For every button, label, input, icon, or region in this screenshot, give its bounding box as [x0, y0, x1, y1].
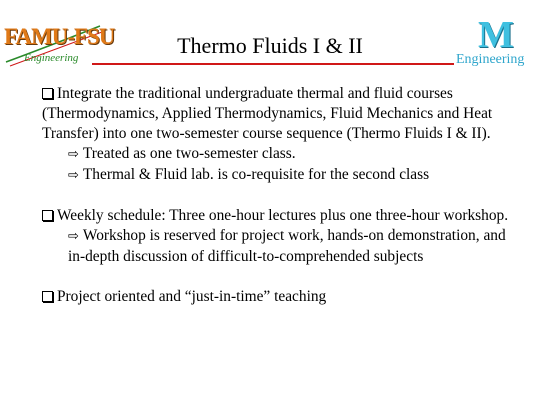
bullet-1-sub-2	[68, 165, 522, 186]
spacer	[42, 267, 522, 287]
logo-left-main: FAMU-FSU	[4, 24, 115, 49]
bullet-1-sub-1-text: Treated as one two-semester class.	[82, 145, 296, 162]
logo-right-main: M	[478, 14, 514, 56]
bullet-3	[42, 287, 522, 307]
bullet-2-sub-1	[68, 226, 522, 267]
bullet-1-sub-1	[68, 144, 522, 165]
spacer	[42, 186, 522, 206]
checkbox-square-icon	[42, 291, 53, 302]
outline-arrow-right-icon: ⇨	[68, 147, 79, 162]
title-underline	[92, 63, 454, 65]
logo-left-sub: Engineering	[24, 52, 79, 64]
checkbox-square-icon	[42, 210, 53, 221]
outline-arrow-right-icon: ⇨	[68, 168, 79, 183]
bullet-3-text: Project oriented and “just-in-time” teaching	[57, 288, 327, 305]
bullet-2-sub-1-text: Workshop is reserved for project work, hands-on demonstration, and in-depth discussion of difficult-to-comprehended subjects	[68, 227, 506, 265]
slide-title: Thermo Fluids I & II	[177, 33, 363, 58]
slide-content	[42, 84, 522, 307]
bullet-1-sub-2-text: Thermal & Fluid lab. is co-requisite for the second class	[82, 166, 430, 183]
logo-right-sub: Engineering	[456, 52, 525, 67]
outline-arrow-right-icon: ⇨	[68, 229, 79, 244]
bullet-1-text: Integrate the traditional undergraduate thermal and fluid courses (Thermodynamics, Applied Thermodynamics, Fluid Mechanics and Heat Transfer) into one two-semester course sequence (Thermo Fluids I & II).	[42, 85, 493, 142]
bullet-2	[42, 206, 522, 226]
bullet-1	[42, 84, 522, 144]
checkbox-square-icon	[42, 88, 53, 99]
bullet-2-text: Weekly schedule: Three one-hour lectures plus one three-hour workshop.	[57, 207, 509, 224]
